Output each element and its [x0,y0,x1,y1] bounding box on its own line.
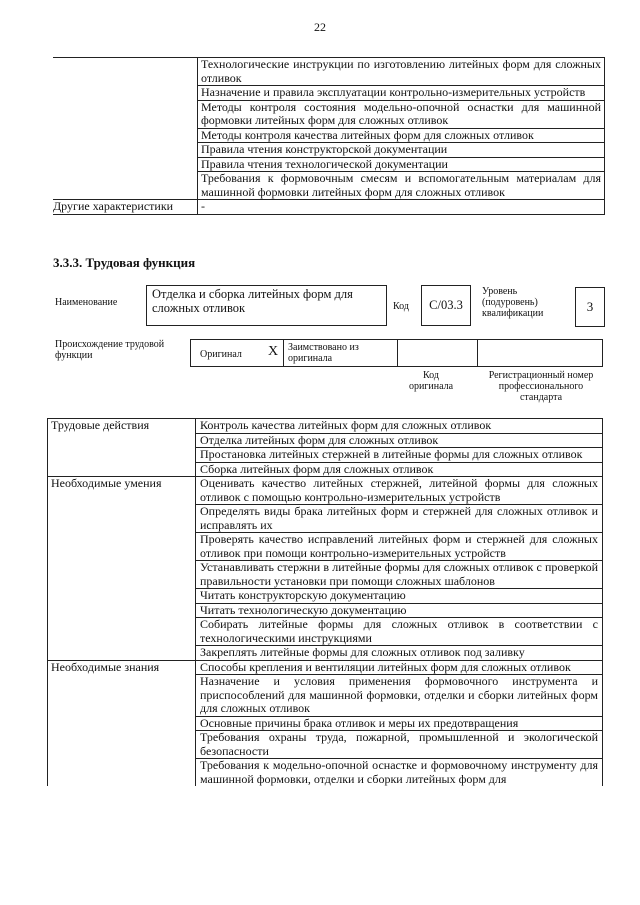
code-box [421,285,471,326]
original-mark: X [268,344,279,359]
code-caption: Код оригинала [408,370,454,392]
section-item: Закреплять литейные формы для сложных отливок под заливку [196,646,603,661]
section-item: Оценивать качество литейных стержней, литейной формы для сложных отливок с помощью контрольно-измерительных устройств [196,477,603,505]
table-row [48,419,603,434]
table-row [53,128,605,143]
section-item: Требования охраны труда, пожарной, промышленной и экологической безопасности [196,731,603,759]
level-value: 3 [586,299,594,314]
section-label-cont [48,589,196,604]
table-row [48,448,603,463]
table-row [48,505,603,533]
section-item: Сборка литейных форм для сложных отливок [196,462,603,477]
table-row [53,58,605,86]
label-cell [53,86,198,101]
section-label: Трудовые действия [48,419,196,434]
label-cell [53,143,198,158]
origin-label: Происхождение трудовой функции [55,339,165,361]
name-label: Наименование [55,297,118,308]
table-row [48,561,603,589]
section-label-cont [48,646,196,661]
section-item: Простановка литейных стержней в литейные формы для сложных отливок [196,448,603,463]
section-item: Назначение и условия применения формовочного инструмента и приспособлений для машинной формовки, отделки и сборки литейных форм для сложных отливок [196,675,603,717]
section-label-cont [48,603,196,618]
section-label-cont [48,462,196,477]
level-box [575,287,605,327]
original-cell [191,340,284,366]
code-value: С/03.3 [429,298,463,312]
section-item: Требования к модельно-опочной оснастке и формовочному инструменту для машинной формовки, отделки и сборки литейных форм для [196,759,603,787]
section-label-cont [48,533,196,561]
section-item: Проверять качество исправлений литейных форм и стержней для сложных отливок при помощи контрольно-измерительных устройств [196,533,603,561]
section-item: Отделка литейных форм для сложных отливок [196,433,603,448]
section-item: Контроль качества литейных форм для сложных отливок [196,419,603,434]
knowledge-item: Технологические инструкции по изготовлению литейных форм для сложных отливок [198,58,605,86]
knowledge-item: Методы контроля качества литейных форм для сложных отливок [198,128,605,143]
section-label-cont [48,561,196,589]
other-characteristics-value: - [198,200,605,215]
table-row [48,646,603,661]
section-label-cont [48,505,196,533]
table-row [53,172,605,200]
table-row [53,200,605,215]
section-item: Основные причины брака отливок и меры их предотвращения [196,716,603,731]
section-title: 3.3.3. Трудовая функция [53,255,196,270]
section-label-cont [48,731,196,759]
labor-function-table [47,418,603,786]
table-row [53,157,605,172]
section-label-cont [48,448,196,463]
page-number: 22 [314,20,326,34]
section-label-cont [48,433,196,448]
section-item: Собирать литейные формы для сложных отливок в соответствии с технологическими инструкциями [196,618,603,646]
section-label-cont [48,618,196,646]
knowledge-item: Методы контроля состояния модельно-опочной оснастки для машинной формовки литейных форм для сложных отливок [198,100,605,128]
table-row [48,759,603,787]
table-row [48,533,603,561]
section-label-cont [48,675,196,717]
function-name-box [146,285,387,326]
other-characteristics-label: Другие характеристики [53,200,198,215]
borrowed-label: Заимствовано из оригинала [288,342,359,364]
original-label: Оригинал [200,349,242,360]
section-item: Определять виды брака литейных форм и стержней для сложных отливок и исправлять их [196,505,603,533]
level-label: Уровень (подуровень) квалификации [482,286,544,319]
section-label-cont [48,759,196,787]
table-row [53,100,605,128]
knowledge-continuation-table [53,57,605,215]
section-item: Способы крепления и вентиляции литейных форм для сложных отливок [196,660,603,675]
origin-row [190,339,603,367]
table-row [53,143,605,158]
section-item: Читать технологическую документацию [196,603,603,618]
label-cell [53,128,198,143]
original-code-cell [398,340,478,366]
table-row [48,462,603,477]
function-name: Отделка и сборка литейных форм для сложных отливок [152,287,353,315]
table-row [48,716,603,731]
reg-number-cell [478,340,602,366]
table-row [48,618,603,646]
knowledge-item: Правила чтения технологической документации [198,157,605,172]
section-label: Необходимые знания [48,660,196,675]
reg-caption: Регистрационный номер профессионального стандарта [488,370,594,403]
table-row [48,477,603,505]
table-row [48,675,603,717]
table-row [53,86,605,101]
knowledge-item: Требования к формовочным смесям и вспомогательным материалам для машинной формовки литейных форм для сложных отливок [198,172,605,200]
section-item: Читать конструкторскую документацию [196,589,603,604]
code-label: Код [393,301,409,312]
table-row [48,589,603,604]
knowledge-item: Правила чтения конструкторской документации [198,143,605,158]
table-row [48,660,603,675]
knowledge-item: Назначение и правила эксплуатации контрольно-измерительных устройств [198,86,605,101]
label-cell [53,100,198,128]
label-cell [53,172,198,200]
table-row [48,731,603,759]
section-label-cont [48,716,196,731]
table-row [48,433,603,448]
label-cell [53,58,198,86]
label-cell [53,157,198,172]
borrowed-cell [284,340,398,366]
table-row [48,603,603,618]
section-label: Необходимые умения [48,477,196,505]
section-item: Устанавливать стержни в литейные формы для сложных отливок с проверкой правильности установки при помощи сложных шаблонов [196,561,603,589]
